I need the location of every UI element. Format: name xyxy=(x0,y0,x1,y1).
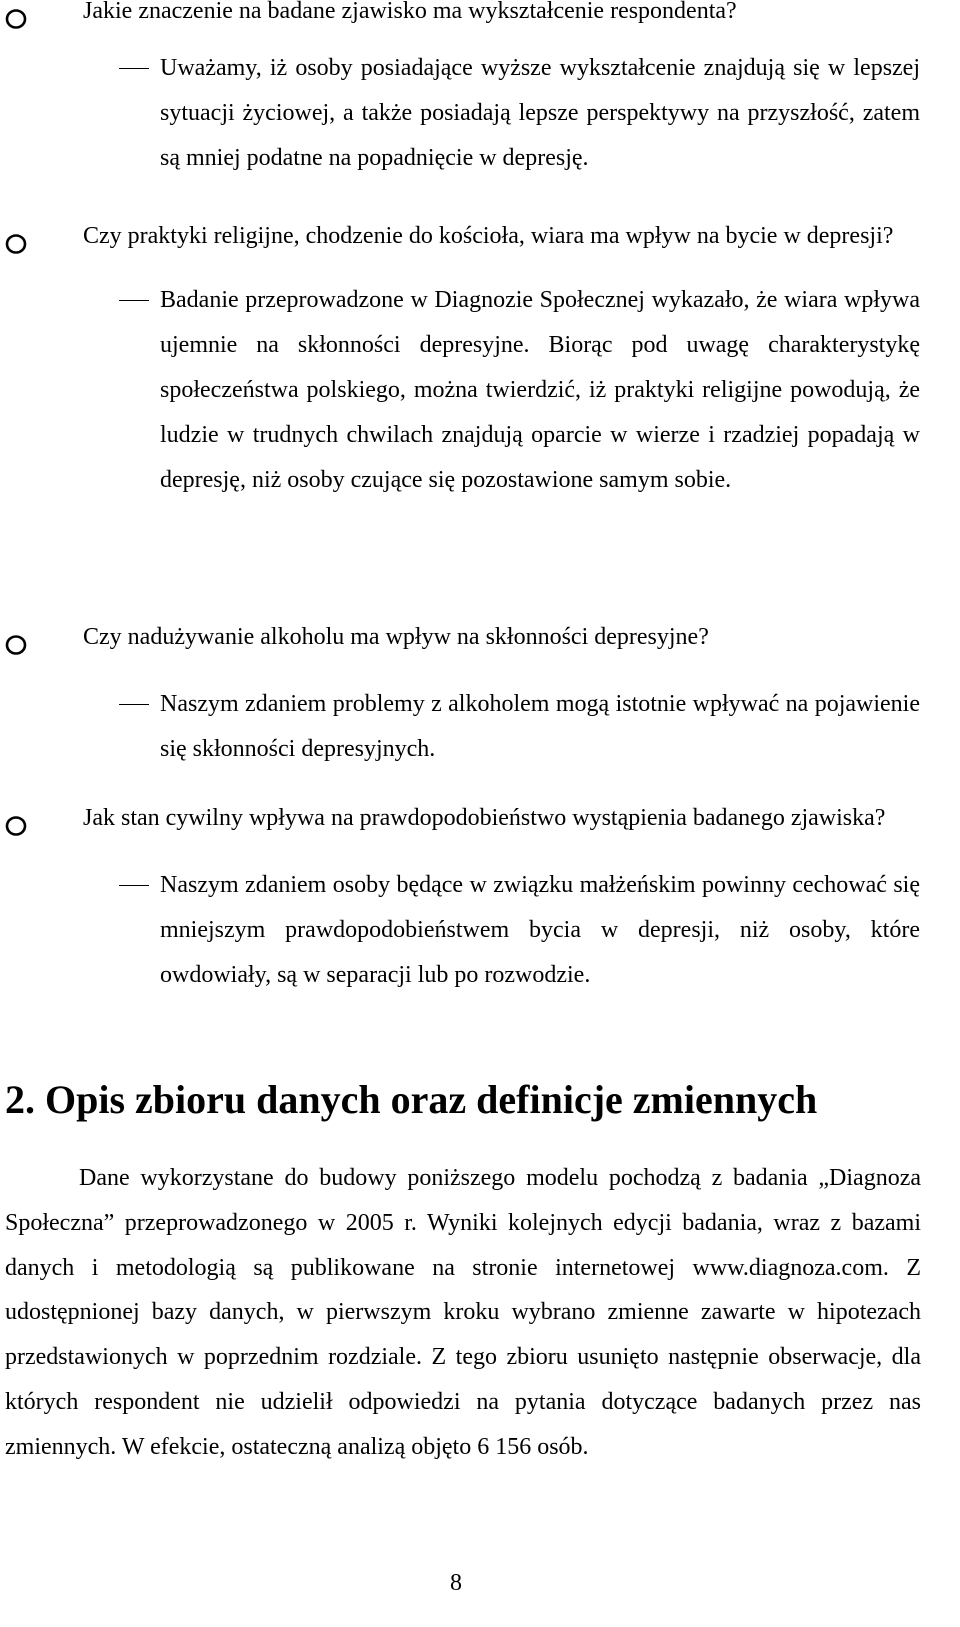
question-text: Jak stan cywilny wpływa na prawdopodobieństwo wystąpienia badanego zjawiska? xyxy=(83,805,886,831)
section-paragraph: Dane wykorzystane do budowy poniższego modelu pochodzą z badania „Diagnoza Społeczna” przeprowadzonego w 2005 r. Wyniki kolejnych edycji badania, wraz z bazami danych i metodologią są publikowane na stronie internetowej www.diagnoza.com. Z udostępnionej bazy danych, w pierwszym kroku wybrano zmienne zawarte w hipotezach przedstawionych w poprzednim rozdziale. Z tego zbioru usunięto następnie obserwacje, dla których respondent nie udzielił odpowiedzi na pytania dotyczące badanych przez nas zmiennych. W efekcie, ostateczną analizą objęto 6 156 osób. xyxy=(5,1165,921,1460)
answer-dash-icon xyxy=(119,704,149,705)
question-4 xyxy=(5,795,924,841)
question-text: Jakie znaczenie na badane zjawisko ma wykształcenie respondenta? xyxy=(83,0,737,24)
answer-text: Naszym zdaniem problemy z alkoholem mogą istotnie wpływać na pojawienie się skłonności depresyjnych. xyxy=(160,691,920,762)
answer-dash-icon xyxy=(119,300,149,301)
page-number: 8 xyxy=(450,1570,462,1596)
question-text: Czy nadużywanie alkoholu ma wpływ na skłonności depresyjne? xyxy=(83,624,709,650)
question-block-2 xyxy=(0,213,960,503)
question-block-4 xyxy=(0,795,960,998)
bullet-circle-icon xyxy=(5,807,29,829)
question-block-1 xyxy=(0,0,960,181)
section-number: 2. xyxy=(5,1077,35,1122)
answer-text: Uważamy, iż osoby posiadające wyższe wykształcenie znajdują się w lepszej sytuacji życiowej, a także posiadają lepsze perspektywy na przyszłość, zatem są mniej podatne na popadnięcie w depresję. xyxy=(160,55,920,171)
question-3 xyxy=(5,614,924,660)
bullet-circle-icon xyxy=(5,626,29,648)
answer-1 xyxy=(160,46,920,181)
answer-2 xyxy=(160,278,920,503)
section-heading xyxy=(5,1070,935,1130)
section-title: Opis zbioru danych oraz definicje zmiennych xyxy=(45,1077,818,1122)
answer-text: Naszym zdaniem osoby będące w związku małżeńskim powinny cechować się mniejszym prawdopodobieństwem bycia w depresji, niż osoby, które owdowiały, są w separacji lub po rozwodzie. xyxy=(160,872,920,988)
question-1 xyxy=(5,0,924,34)
answer-dash-icon xyxy=(119,885,149,886)
bullet-circle-icon xyxy=(5,225,29,247)
answer-dash-icon xyxy=(119,68,149,69)
answer-3 xyxy=(160,682,920,772)
answer-text: Badanie przeprowadzone w Diagnozie Społecznej wykazało, że wiara wpływa ujemnie na skłonności depresyjne. Biorąc pod uwagę charakterystykę społeczeństwa polskiego, można twierdzić, iż praktyki religijne powodują, że ludzie w trudnych chwilach znajdują oparcie w wierze i rzadziej popadają w depresję, niż osoby czujące się pozostawione samym sobie. xyxy=(160,287,920,493)
answer-4 xyxy=(160,863,920,998)
bullet-circle-icon xyxy=(5,0,29,22)
question-text: Czy praktyki religijne, chodzenie do kościoła, wiara ma wpływ na bycie w depresji? xyxy=(83,223,894,249)
question-block-3 xyxy=(0,614,960,772)
question-2 xyxy=(5,213,924,259)
